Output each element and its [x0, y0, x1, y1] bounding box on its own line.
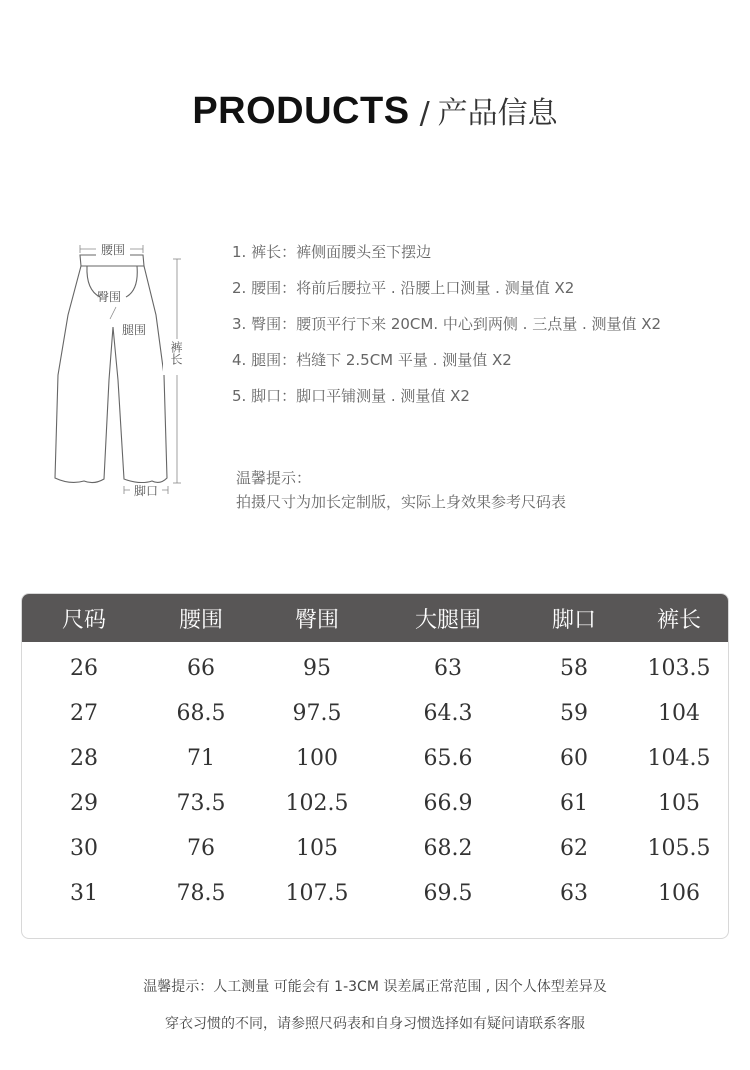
- table-header-row: [22, 594, 728, 642]
- cell-hip: 102.5: [285, 791, 349, 816]
- waist-label: 腰围: [100, 243, 126, 257]
- header-size: 尺码: [61, 607, 106, 633]
- cell-size: 30: [70, 836, 98, 861]
- cell-length: 105.5: [647, 836, 711, 861]
- cell-hem: 59: [560, 701, 588, 726]
- size-table: [21, 593, 729, 939]
- cell-size: 29: [70, 791, 98, 816]
- header-length: 裤长: [656, 607, 701, 633]
- header-hip: 臀围: [294, 607, 339, 633]
- cell-waist: 71: [187, 746, 215, 771]
- title-separator: /: [419, 96, 430, 131]
- cell-length: 106: [658, 881, 700, 906]
- note-thigh: 4. 腿围：档缝下 2.5CM 平量 . 测量值 X2: [232, 351, 512, 369]
- cell-thigh: 65.6: [423, 746, 473, 771]
- cell-hip: 100: [296, 746, 338, 771]
- note-hem: 5. 脚口：脚口平铺测量 . 测量值 X2: [232, 387, 470, 405]
- table-row: [22, 691, 728, 736]
- pants-measurement-diagram: [40, 235, 200, 505]
- cell-length: 104.5: [647, 746, 711, 771]
- cell-waist: 66: [187, 656, 215, 681]
- tips-text: 拍摄尺寸为加长定制版，实际上身效果参考尺码表: [236, 493, 567, 511]
- page-title: [0, 88, 750, 133]
- footer-note-line1: 温馨提示：人工测量 可能会有 1-3CM 误差属正常范围 , 因个人体型差异及: [143, 979, 607, 995]
- cell-waist: 68.5: [176, 701, 226, 726]
- tips-block: [236, 466, 566, 514]
- cell-hip: 95: [303, 656, 331, 681]
- cell-hem: 61: [560, 791, 588, 816]
- cell-size: 28: [70, 746, 98, 771]
- note-length: 1. 裤长：裤侧面腰头至下摆边: [232, 243, 432, 261]
- cell-waist: 73.5: [176, 791, 226, 816]
- length-label: 裤长: [169, 341, 183, 365]
- cell-thigh: 64.3: [423, 701, 473, 726]
- cell-size: 26: [70, 656, 98, 681]
- cell-thigh: 66.9: [423, 791, 473, 816]
- header-waist: 腰围: [178, 607, 223, 633]
- cell-thigh: 63: [434, 656, 462, 681]
- cell-hem: 63: [560, 881, 588, 906]
- table-row: [22, 781, 728, 826]
- table-row: [22, 736, 728, 781]
- hem-label: 脚口: [133, 484, 159, 498]
- thigh-label: 腿围: [121, 323, 147, 337]
- table-body: [22, 642, 728, 916]
- cell-waist: 78.5: [176, 881, 226, 906]
- table-row: [22, 871, 728, 916]
- note-waist: 2. 腰围：将前后腰拉平 . 沿腰上口测量 . 测量值 X2: [232, 279, 575, 297]
- title-chinese: 产品信息: [437, 96, 558, 131]
- cell-size: 31: [70, 881, 98, 906]
- cell-hem: 58: [560, 656, 588, 681]
- header-thigh: 大腿围: [414, 607, 481, 633]
- cell-hip: 107.5: [285, 881, 349, 906]
- header-hem: 脚口: [551, 607, 596, 633]
- cell-thigh: 68.2: [423, 836, 473, 861]
- hip-label: 臀围: [96, 290, 122, 304]
- cell-size: 27: [70, 701, 98, 726]
- table-row: [22, 646, 728, 691]
- pocket-right: [126, 266, 137, 297]
- title-english: PRODUCTS: [192, 90, 410, 132]
- cell-length: 105: [658, 791, 700, 816]
- cell-hip: 105: [296, 836, 338, 861]
- measurement-notes: [232, 234, 661, 414]
- cell-length: 104: [658, 701, 700, 726]
- cell-waist: 76: [187, 836, 215, 861]
- tips-heading: 温馨提示：: [236, 469, 312, 487]
- cell-thigh: 69.5: [423, 881, 473, 906]
- cell-hem: 60: [560, 746, 588, 771]
- table-row: [22, 826, 728, 871]
- cell-length: 103.5: [647, 656, 711, 681]
- cell-hip: 97.5: [292, 701, 342, 726]
- note-hip: 3. 臀围：腰顶平行下来 20CM. 中心到两侧 . 三点量 . 测量值 X2: [232, 315, 662, 333]
- footer-note-line2: 穿衣习惯的不同，请参照尺码表和自身习惯选择如有疑问请联系客服: [165, 1016, 585, 1032]
- cell-hem: 62: [560, 836, 588, 861]
